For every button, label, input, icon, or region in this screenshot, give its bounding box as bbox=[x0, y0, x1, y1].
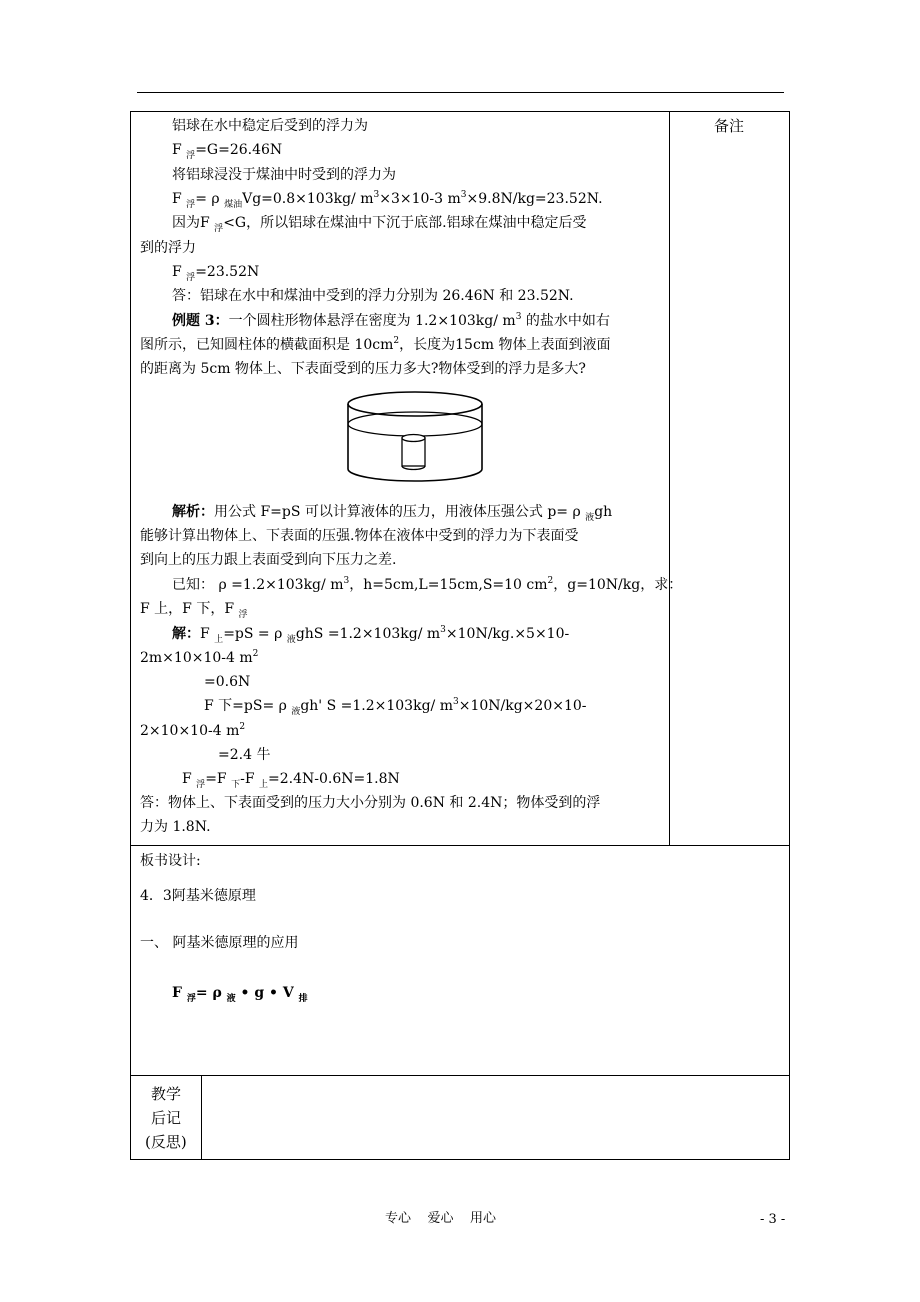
text-line: 2m×10×10-4 $m^2$ bbox=[140, 649, 259, 666]
answer-line: 答：物体上、下表面受到的压力大小分别为 0.6N 和 2.4N；物体受到的浮 bbox=[140, 795, 601, 811]
text-line: 力为 1.8N. bbox=[140, 819, 211, 835]
text-line: 因为F $_浮$<G，所以铝球在煤油中下沉于底部.铝球在煤油中稳定后受 bbox=[172, 215, 587, 234]
cylinder-in-container-figure bbox=[340, 386, 490, 486]
text-line: 能够计算出物体上、下表面的压强.物体在液体中受到的浮力为下表面受 bbox=[140, 528, 579, 544]
known-line: 已知： ρ =1.2×103kg/ $m^3$，h=5cm,L=15cm,S=10 $cm^2$，g=10N/kg，求： bbox=[172, 576, 683, 593]
text-line: 铝球在水中稳定后受到的浮力为 bbox=[172, 118, 368, 134]
text-line: F $_浮$=23.52N bbox=[172, 264, 260, 283]
buoyancy-formula: F $_浮$= ρ $_液$ • g • V $_排$ bbox=[172, 985, 308, 1004]
text-line: 的距离为 5cm 物体上、下表面受到的压力多大?物体受到的浮力是多大? bbox=[140, 361, 586, 377]
text-line: F $_浮$= ρ $_{煤油}$Vg=0.8×103kg/ $m^3\times 3\times 10-3$ $m^3\times 9.8N/kg=23.52N$. bbox=[172, 190, 603, 210]
footer-slogan: 专心 爱心 用心 bbox=[385, 1211, 497, 1226]
text-line: =0.6N bbox=[204, 674, 251, 690]
text-line: F $_浮$=F $_下$-F $_上$=2.4N-0.6N=1.8N bbox=[182, 771, 400, 790]
text-line: F 下=pS= ρ $_液$gh' S =1.2×103kg/ $m^3\times 10N/kg\times 20\times 10-$ bbox=[204, 697, 587, 717]
text-line: 2×10×10-4 $m^2$ bbox=[140, 722, 246, 739]
suspended-cylinder bbox=[402, 435, 425, 470]
page-number: - 3 - bbox=[760, 1212, 786, 1227]
text-line: 到向上的压力跟上表面受到向下压力之差. bbox=[140, 552, 397, 568]
analysis-line: 解析：用公式 F=pS 可以计算液体的压力，用液体压强公式 p= ρ $_液$gh bbox=[172, 504, 613, 523]
text-line: =2.4 牛 bbox=[218, 747, 271, 763]
text-line: F $_浮$=G=26.46N bbox=[172, 142, 283, 161]
board-item: 一、 阿基米德原理的应用 bbox=[140, 935, 299, 951]
board-section: 4．3阿基米德原理 bbox=[140, 888, 256, 904]
remarks-header: 备注 bbox=[714, 117, 745, 135]
header-rule bbox=[137, 92, 784, 93]
answer-line: 答：铝球在水中和煤油中受到的浮力分别为 26.46N 和 23.52N. bbox=[172, 288, 574, 304]
text-line: 图所示，已知圆柱体的横截面积是 $10cm^2$，长度为15cm 物体上表面到液面 bbox=[140, 336, 611, 353]
text-line: 将铝球浸没于煤油中时受到的浮力为 bbox=[172, 167, 396, 183]
text-line: F 上，F 下，F $_浮$ bbox=[140, 601, 248, 620]
example-3-line: 例题 3：一个圆柱形物体悬浮在密度为 1.2×103kg/ $m^3$ 的盐水中如右 bbox=[172, 312, 610, 329]
board-title: 板书设计: bbox=[140, 853, 201, 869]
solution-line: 解：F $_上$=pS = ρ $_液$ghS =1.2×103kg/ $m^3\times 10N/kg.\times 5\times 10-$ bbox=[172, 625, 570, 645]
text-line: 到的浮力 bbox=[140, 240, 196, 256]
